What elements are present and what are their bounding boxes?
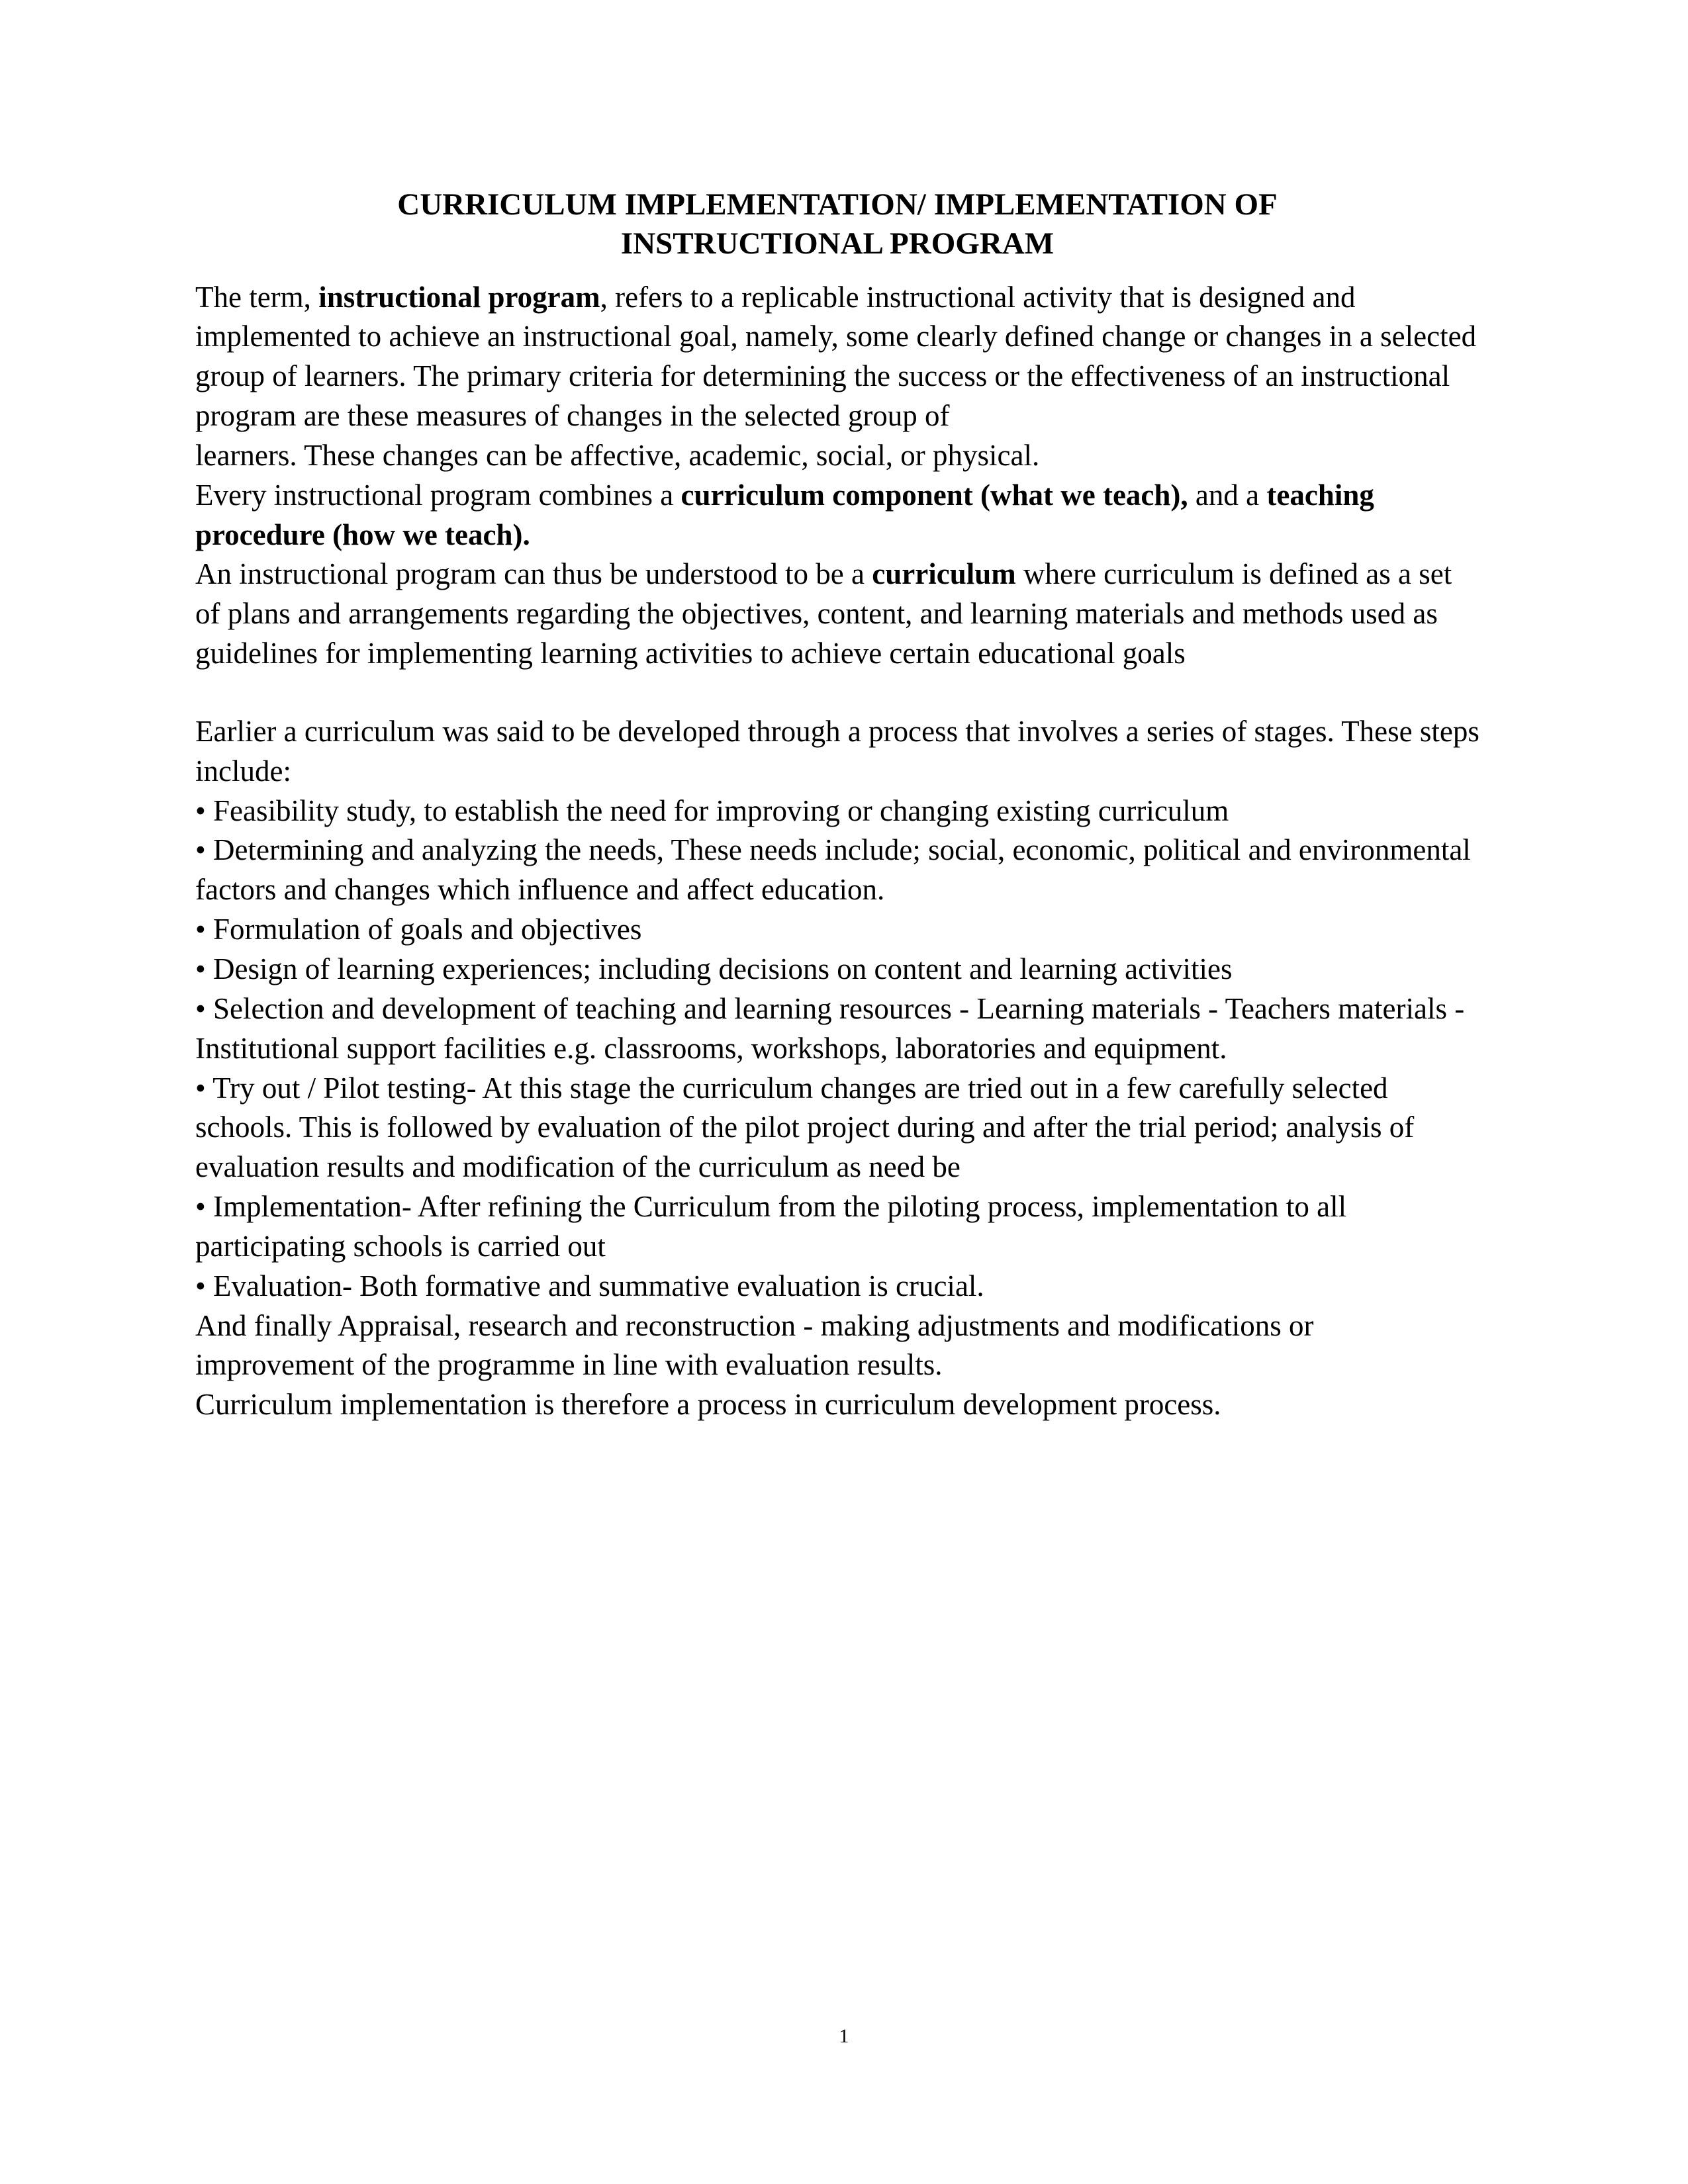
page-title-line-2: INSTRUCTIONAL PROGRAM (620, 226, 1055, 261)
list-item (195, 950, 1479, 989)
list-item-text: • Design of learning experiences; including decisions on content and learning activities (195, 952, 1233, 985)
list-item (195, 1187, 1479, 1267)
term-instructional-program: instructional program (318, 280, 600, 314)
list-item (195, 831, 1479, 910)
paragraph-text: learners. These changes can be affective, academic, social, or physical. (195, 438, 1040, 472)
paragraph-text: The term, (195, 280, 319, 314)
term-curriculum: curriculum (872, 557, 1016, 591)
page-title-line-1: CURRICULUM IMPLEMENTATION/ IMPLEMENTATION OF (397, 187, 1278, 222)
list-item-text: • Determining and analyzing the needs, These needs include; social, economic, political and environmental factors and changes which influence and affect education. (195, 833, 1471, 907)
paragraph-text: Every instructional program combines a (195, 478, 681, 512)
page-title (195, 185, 1479, 263)
list-item (195, 1069, 1479, 1188)
paragraph-stages-intro (195, 712, 1479, 792)
list-item-text: • Evaluation- Both formative and summative evaluation is crucial. (195, 1269, 984, 1302)
paragraph-components (195, 476, 1479, 555)
paragraph-text: and a (1188, 478, 1267, 512)
list-item-text: • Feasibility study, to establish the need for improving or changing existing curriculum (195, 794, 1229, 827)
list-item-text: • Implementation- After refining the Curriculum from the piloting process, implementation to all participating schools is carried out (195, 1190, 1347, 1263)
paragraph-text: Earlier a curriculum was said to be developed through a process that involves a series of stages. These steps include: (195, 714, 1479, 788)
page-number: 1 (839, 2025, 849, 2047)
list-item (195, 910, 1479, 950)
term-curriculum-component: curriculum component (what we teach), (680, 478, 1188, 512)
term-teaching-procedure: teaching procedure (how we teach). (195, 478, 1374, 551)
list-item-text: • Selection and development of teaching and learning resources - Learning materials - Teachers materials - Institutional support facilities e.g. classrooms, workshops, laboratories and equipment. (195, 991, 1465, 1065)
list-item-text: • Formulation of goals and objectives (195, 913, 642, 946)
paragraph-conclusion (195, 1385, 1479, 1425)
paragraph-curriculum-definition (195, 555, 1479, 674)
paragraph-text: Curriculum implementation is therefore a process in curriculum development process. (195, 1388, 1221, 1422)
paragraph-spacer (195, 674, 1479, 712)
paragraph-changes (195, 436, 1479, 476)
paragraph-text: , refers to a replicable instructional activity that is designed and implemented to achieve an instructional goal, namely, some clearly defined change or changes in a selected group of learners. The primary criteria for determining the success or the effectiveness of an instructional program are these measures of changes in the selected group of (195, 280, 1477, 433)
paragraph-text: An instructional program can thus be understood to be a (195, 557, 872, 591)
list-item (195, 792, 1479, 831)
list-item-text: • Try out / Pilot testing- At this stage the curriculum changes are tried out in a few carefully selected schools. This is followed by evaluation of the pilot project during and after the trial period; analysis of evaluation results and modification of the curriculum as need be (195, 1071, 1415, 1184)
paragraph-appraisal (195, 1306, 1479, 1386)
list-item (195, 989, 1479, 1069)
list-item (195, 1267, 1479, 1306)
document-body (195, 185, 1479, 1425)
paragraph-definition (195, 278, 1479, 436)
paragraph-text: where curriculum is defined as a set of plans and arrangements regarding the objectives, content, and learning materials and methods used as guidelines for implementing learning activities to achieve certain educational goals (195, 557, 1452, 670)
paragraph-text: And finally Appraisal, research and reconstruction - making adjustments and modifications or improvement of the programme in line with evaluation results. (195, 1308, 1314, 1382)
